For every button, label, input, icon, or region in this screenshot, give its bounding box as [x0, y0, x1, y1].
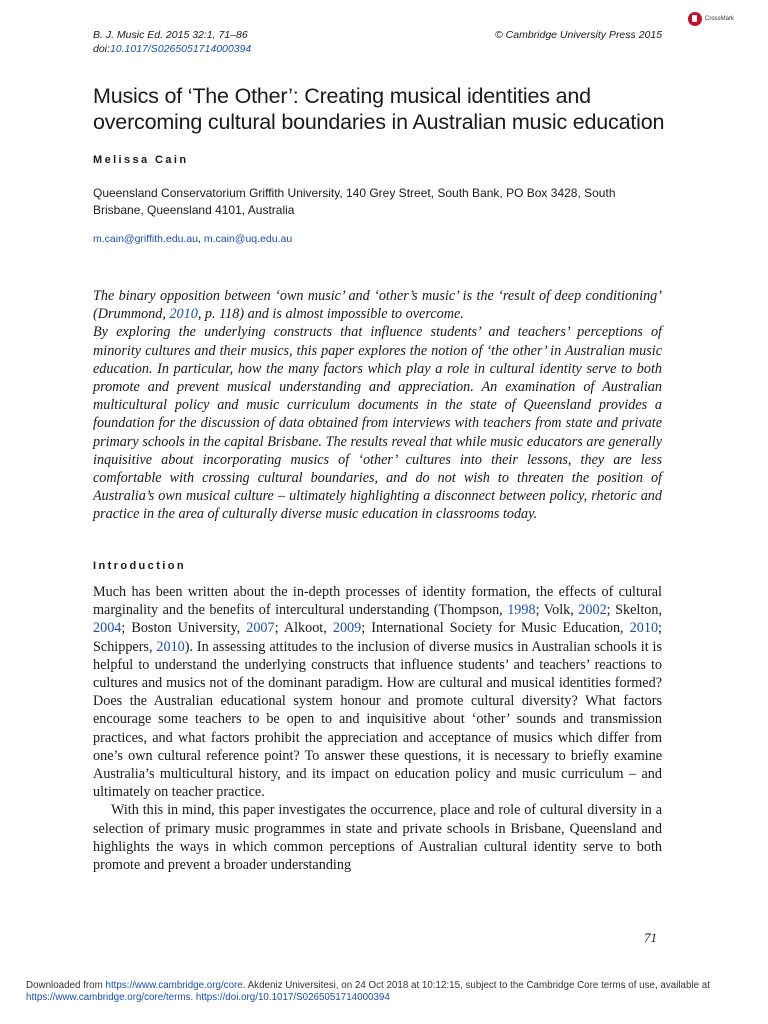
footer-link-core[interactable]: https://www.cambridge.org/core	[105, 980, 243, 991]
abstract-text: The binary opposition between ‘own music’ and ‘other’s music’ is the ‘result of deep conditioning’ (Drummond,	[93, 288, 662, 323]
body-text: ; Schippers,	[93, 620, 662, 655]
intro-paragraph-1	[93, 583, 662, 801]
section-heading-introduction: Introduction	[93, 560, 186, 572]
crossmark-badge[interactable]	[688, 12, 734, 26]
title-line-1: Musics of ‘The Other’: Creating musical identities and	[93, 84, 591, 108]
ref-link-drummond-2010[interactable]: 2010	[169, 306, 198, 323]
author-name: Melissa Cain	[93, 154, 189, 166]
body-text: ). In assessing attitudes to the inclusion of diverse musics in Australian schools it is helpful to understand the underlying constructs that influence students’ and teachers’ reactions to cultures and musics not of the dominant paradigm. How are cultural and musical identities formed? Does the Australian educational system honour and promote cultural diversity? What factors encourage some teachers to be open to and inquisitive about ‘other’ sounds and transmission practices, and what factors prohibit the appreciation and acceptance of musics which differ from one’s own cultural reference point? To answer these questions, it is necessary to briefly examine Australia’s multicultural history, and its impact on education policy and music curriculum – and ultimately on teacher practice.	[93, 638, 662, 801]
author-affiliation	[93, 185, 653, 219]
doi-link[interactable]: 10.1017/S0265051714000394	[109, 43, 252, 55]
article-title	[93, 83, 713, 135]
journal-citation: B. J. Music Ed. 2015 32:1, 71–86	[93, 29, 248, 41]
footer-link-doi[interactable]: https://doi.org/10.1017/S0265051714000394	[195, 992, 390, 1003]
ref-link-alkoot-2009[interactable]: 2009	[332, 620, 362, 637]
ref-link-isme-2010[interactable]: 2010	[629, 620, 659, 637]
body-text: Much has been written about the in-depth processes of identity formation, the effects of cultural marginality and the benefits of intercultural understanding (Thompson,	[93, 584, 662, 619]
intro-paragraph-2: With this in mind, this paper investigates the occurrence, place and role of cultural diversity in a selection of primary music programmes in state and private schools in Brisbane, Queensland and highlights the ways in which common perceptions of Australian cultural identity serve to both promote and prevent a broader understanding	[93, 802, 662, 874]
email-link-griffith[interactable]: m.cain@griffith.edu.au	[93, 233, 199, 245]
download-footer	[26, 980, 746, 1004]
crossmark-icon	[688, 12, 702, 26]
body-text: ; International Society for Music Education,	[361, 620, 630, 637]
abstract	[93, 287, 662, 524]
page-number: 71	[644, 930, 657, 945]
ref-link-schippers-2010[interactable]: 2010	[156, 638, 185, 655]
affiliation-line-1: Queensland Conservatorium Griffith University, 140 Grey Street, South Bank, PO Box 3428, South	[93, 186, 616, 200]
introduction-body	[93, 583, 662, 874]
body-text: ; Volk,	[535, 602, 579, 619]
abstract-paragraph-2: By exploring the underlying constructs that influence students’ and teachers’ perceptions of minority cultures and their musics, this paper explores the notion of ‘the other’ in Australian music education. In particular, how the many factors which play a role in cultural identity serve to both promote and prevent musical understanding and appreciation. An examination of Australian multicultural policy and music curriculum documents in the state of Queensland provides a foundation for the discussion of data obtained from interviews with teachers from state and private primary schools in the capital Brisbane. The results reveal that while music educators are generally inquisitive about incorporating musics of ‘other’ cultures into their lessons, they are less comfortable with crossing cultural boundaries, and do not wish to threaten the position of Australia’s own musical culture – ultimately highlighting a disconnect between policy, rhetoric and practice in the area of culturally diverse music education in classrooms today.	[93, 324, 662, 523]
abstract-paragraph-1	[93, 287, 662, 323]
ref-link-boston-2007[interactable]: 2007	[246, 620, 275, 637]
body-text: ; Alkoot,	[274, 620, 333, 637]
footer-link-terms[interactable]: https://www.cambridge.org/core/terms	[26, 992, 191, 1003]
abstract-text: , p. 118) and is almost impossible to overcome.	[197, 306, 464, 323]
footer-text: Downloaded from	[26, 980, 106, 991]
ref-link-thompson-1998[interactable]: 1998	[507, 602, 536, 619]
email-link-uq[interactable]: m.cain@uq.edu.au	[203, 233, 293, 245]
body-text: ; Skelton,	[606, 602, 662, 619]
running-header	[93, 28, 251, 56]
title-line-2: overcoming cultural boundaries in Australian music education	[93, 110, 665, 134]
ref-link-skelton-2004[interactable]: 2004	[93, 620, 122, 637]
body-text: ; Boston University,	[121, 620, 247, 637]
ref-link-volk-2002[interactable]: 2002	[578, 602, 607, 619]
email-separator: ,	[198, 233, 204, 245]
author-emails	[93, 233, 292, 245]
footer-text: . Akdeniz Universitesi, on 24 Oct 2018 at 10:12:15, subject to the Cambridge Core terms of use, available at	[242, 980, 710, 991]
footer-text: .	[190, 992, 196, 1003]
crossmark-label: CrossMark	[705, 16, 735, 22]
affiliation-line-2: Brisbane, Queensland 4101, Australia	[93, 203, 295, 217]
copyright-notice: © Cambridge University Press 2015	[495, 29, 663, 41]
doi-line: doi:10.1017/S0265051714000394	[93, 43, 252, 55]
